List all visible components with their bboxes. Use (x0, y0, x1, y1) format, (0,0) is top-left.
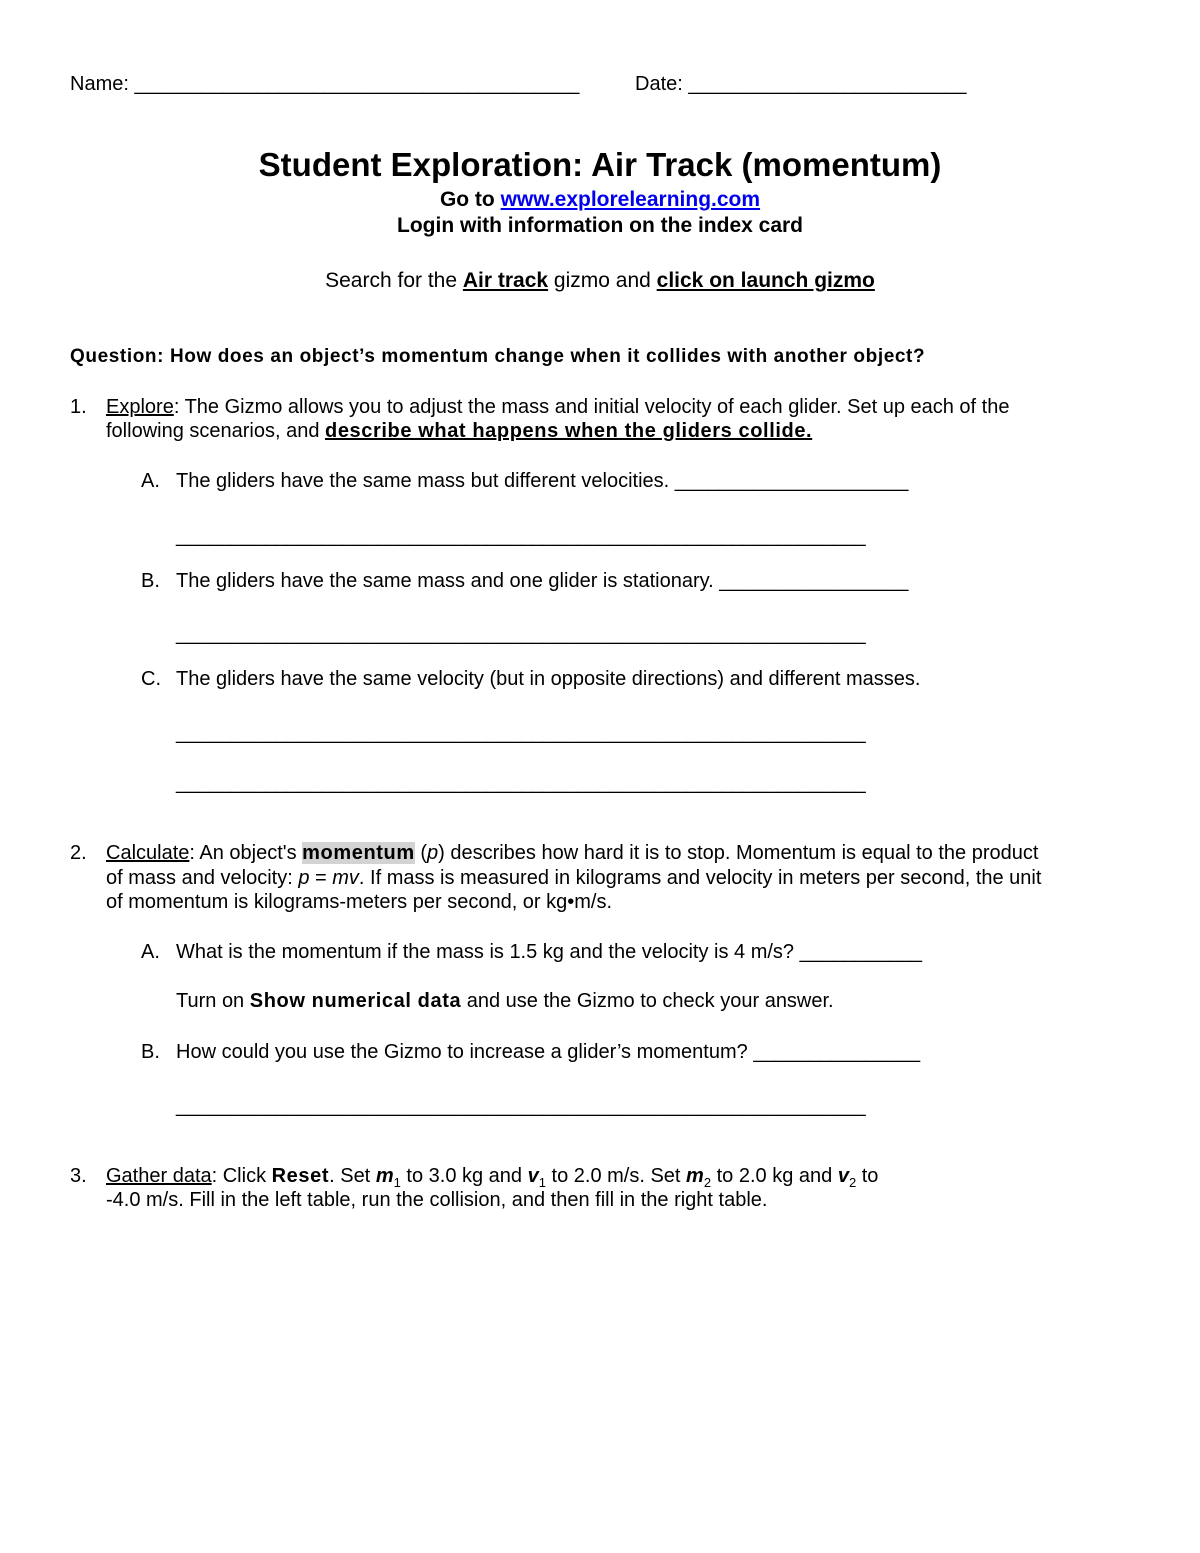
q1-item-b-blank[interactable]: _________________ (719, 570, 909, 592)
q2-text-2c: = (309, 867, 333, 889)
q1-item-b (176, 569, 908, 593)
q2-label: Calculate (106, 842, 190, 864)
goto-prefix: Go to (439, 188, 501, 211)
q2-check-suffix: and use the Gizmo to check your answer. (461, 990, 834, 1012)
q1-line-2 (106, 419, 812, 443)
search-middle: gizmo and (548, 269, 657, 292)
q2-check-line (176, 989, 834, 1013)
date-line (635, 72, 966, 96)
q1-text-2b: describe what happens when the gliders collide. (325, 420, 813, 442)
q1-item-b-letter: B. (141, 570, 160, 592)
q1-text-2a: following scenarios, and (106, 420, 326, 442)
q1-item-a-text: The gliders have the same mass but different velocities. (176, 470, 670, 492)
q3-number: 3. (70, 1165, 87, 1187)
air-track-link[interactable]: Air track (462, 269, 549, 292)
momentum-term: momentum (302, 842, 415, 864)
mv-symbol: mv (332, 867, 359, 889)
q2-item-a-letter: A. (141, 941, 160, 963)
q1-line-1 (106, 395, 1009, 419)
q1-item-b-text: The gliders have the same mass and one glider is stationary. (176, 570, 714, 592)
search-prefix: Search for the (325, 269, 463, 292)
q2-line-3: of momentum is kilograms-meters per second, or kg•m/s. (106, 891, 613, 913)
explorelearning-link[interactable]: www.explorelearning.com (500, 188, 761, 211)
p-symbol: p (426, 842, 439, 864)
q2-item-a-blank[interactable]: ___________ (799, 941, 922, 963)
p-symbol-2: p (298, 867, 310, 889)
q2-item-b (176, 1040, 920, 1064)
q2-item-b-letter: B. (141, 1041, 160, 1063)
date-blank[interactable]: _________________________ (688, 73, 967, 95)
login-line: Login with information on the index card (397, 214, 803, 237)
q1-item-c-answer-line-2[interactable]: ______________________________________________________________ (176, 772, 866, 794)
q3-line-2: -4.0 m/s. Fill in the left table, run the collision, and then fill in the right table. (106, 1189, 768, 1211)
goto-line (0, 187, 1200, 213)
q1-number: 1. (70, 396, 87, 418)
q2-text-1e: ) describes how hard it is to stop. Momentum is equal to the product (438, 842, 1039, 864)
q3-text-e: to 2.0 kg and (711, 1165, 838, 1187)
q2-item-b-answer-line[interactable]: ______________________________________________________________ (176, 1095, 866, 1117)
q3-text-c: to 3.0 kg and (400, 1165, 528, 1187)
name-line (70, 72, 579, 96)
name-blank[interactable]: ________________________________________ (134, 73, 580, 95)
v1-symbol: v (527, 1165, 539, 1187)
q1-item-c-text: The gliders have the same velocity (but in opposite directions) and different masses. (176, 668, 921, 690)
m1-subscript: 1 (393, 1175, 401, 1190)
q1-label: Explore (106, 396, 174, 418)
q2-line-2 (106, 866, 1041, 890)
m2-subscript: 2 (703, 1175, 712, 1190)
q3-text-b: . Set (329, 1165, 376, 1187)
q1-item-c-letter: C. (141, 668, 161, 690)
page-title: Student Exploration: Air Track (momentum) (258, 146, 942, 183)
search-line (0, 269, 1200, 293)
q3-label: Gather data (106, 1165, 212, 1187)
q2-text-1a: : An object's (189, 842, 303, 864)
v1-subscript: 1 (538, 1175, 546, 1190)
q1-item-a-answer-line[interactable]: ______________________________________________________________ (176, 525, 866, 547)
m1-symbol: m (375, 1165, 394, 1187)
q2-text-2a: of mass and velocity: (106, 867, 299, 889)
q3-text-f: to (856, 1165, 879, 1187)
q2-text-1c: ( (414, 842, 427, 864)
q3-text-a: : Click (211, 1165, 272, 1187)
launch-gizmo-link[interactable]: click on launch gizmo (656, 269, 875, 292)
q2-check-prefix: Turn on (176, 990, 250, 1012)
q2-item-b-blank[interactable]: _______________ (753, 1041, 921, 1063)
v2-symbol: v (837, 1165, 849, 1187)
name-label: Name: (70, 73, 129, 95)
q2-line-1 (106, 841, 1038, 865)
q1-text-1: : The Gizmo allows you to adjust the mass and initial velocity of each glider. Set up each of the (173, 396, 1010, 418)
q2-number: 2. (70, 842, 87, 864)
q2-item-a-text: What is the momentum if the mass is 1.5 kg and the velocity is 4 m/s? (176, 941, 795, 963)
q2-item-a (176, 940, 922, 964)
q1-item-a-letter: A. (141, 470, 160, 492)
question-text: Question: How does an object’s momentum change when it collides with another object? (70, 346, 926, 367)
q1-item-a (176, 469, 908, 493)
show-numerical-data-label: Show numerical data (249, 990, 462, 1012)
m2-symbol: m (686, 1165, 704, 1187)
q1-item-c-answer-line-1[interactable]: ______________________________________________________________ (176, 722, 866, 744)
q3-text-d: to 2.0 m/s. Set (545, 1165, 687, 1187)
q1-item-b-answer-line[interactable]: ______________________________________________________________ (176, 623, 866, 645)
date-label: Date: (635, 73, 683, 95)
q2-text-2e: . If mass is measured in kilograms and velocity in meters per second, the unit (358, 867, 1042, 889)
v2-subscript: 2 (848, 1175, 857, 1190)
reset-label: Reset (271, 1165, 330, 1187)
q1-item-a-blank[interactable]: _____________________ (674, 470, 909, 492)
q2-item-b-text: How could you use the Gizmo to increase a glider’s momentum? (176, 1041, 748, 1063)
